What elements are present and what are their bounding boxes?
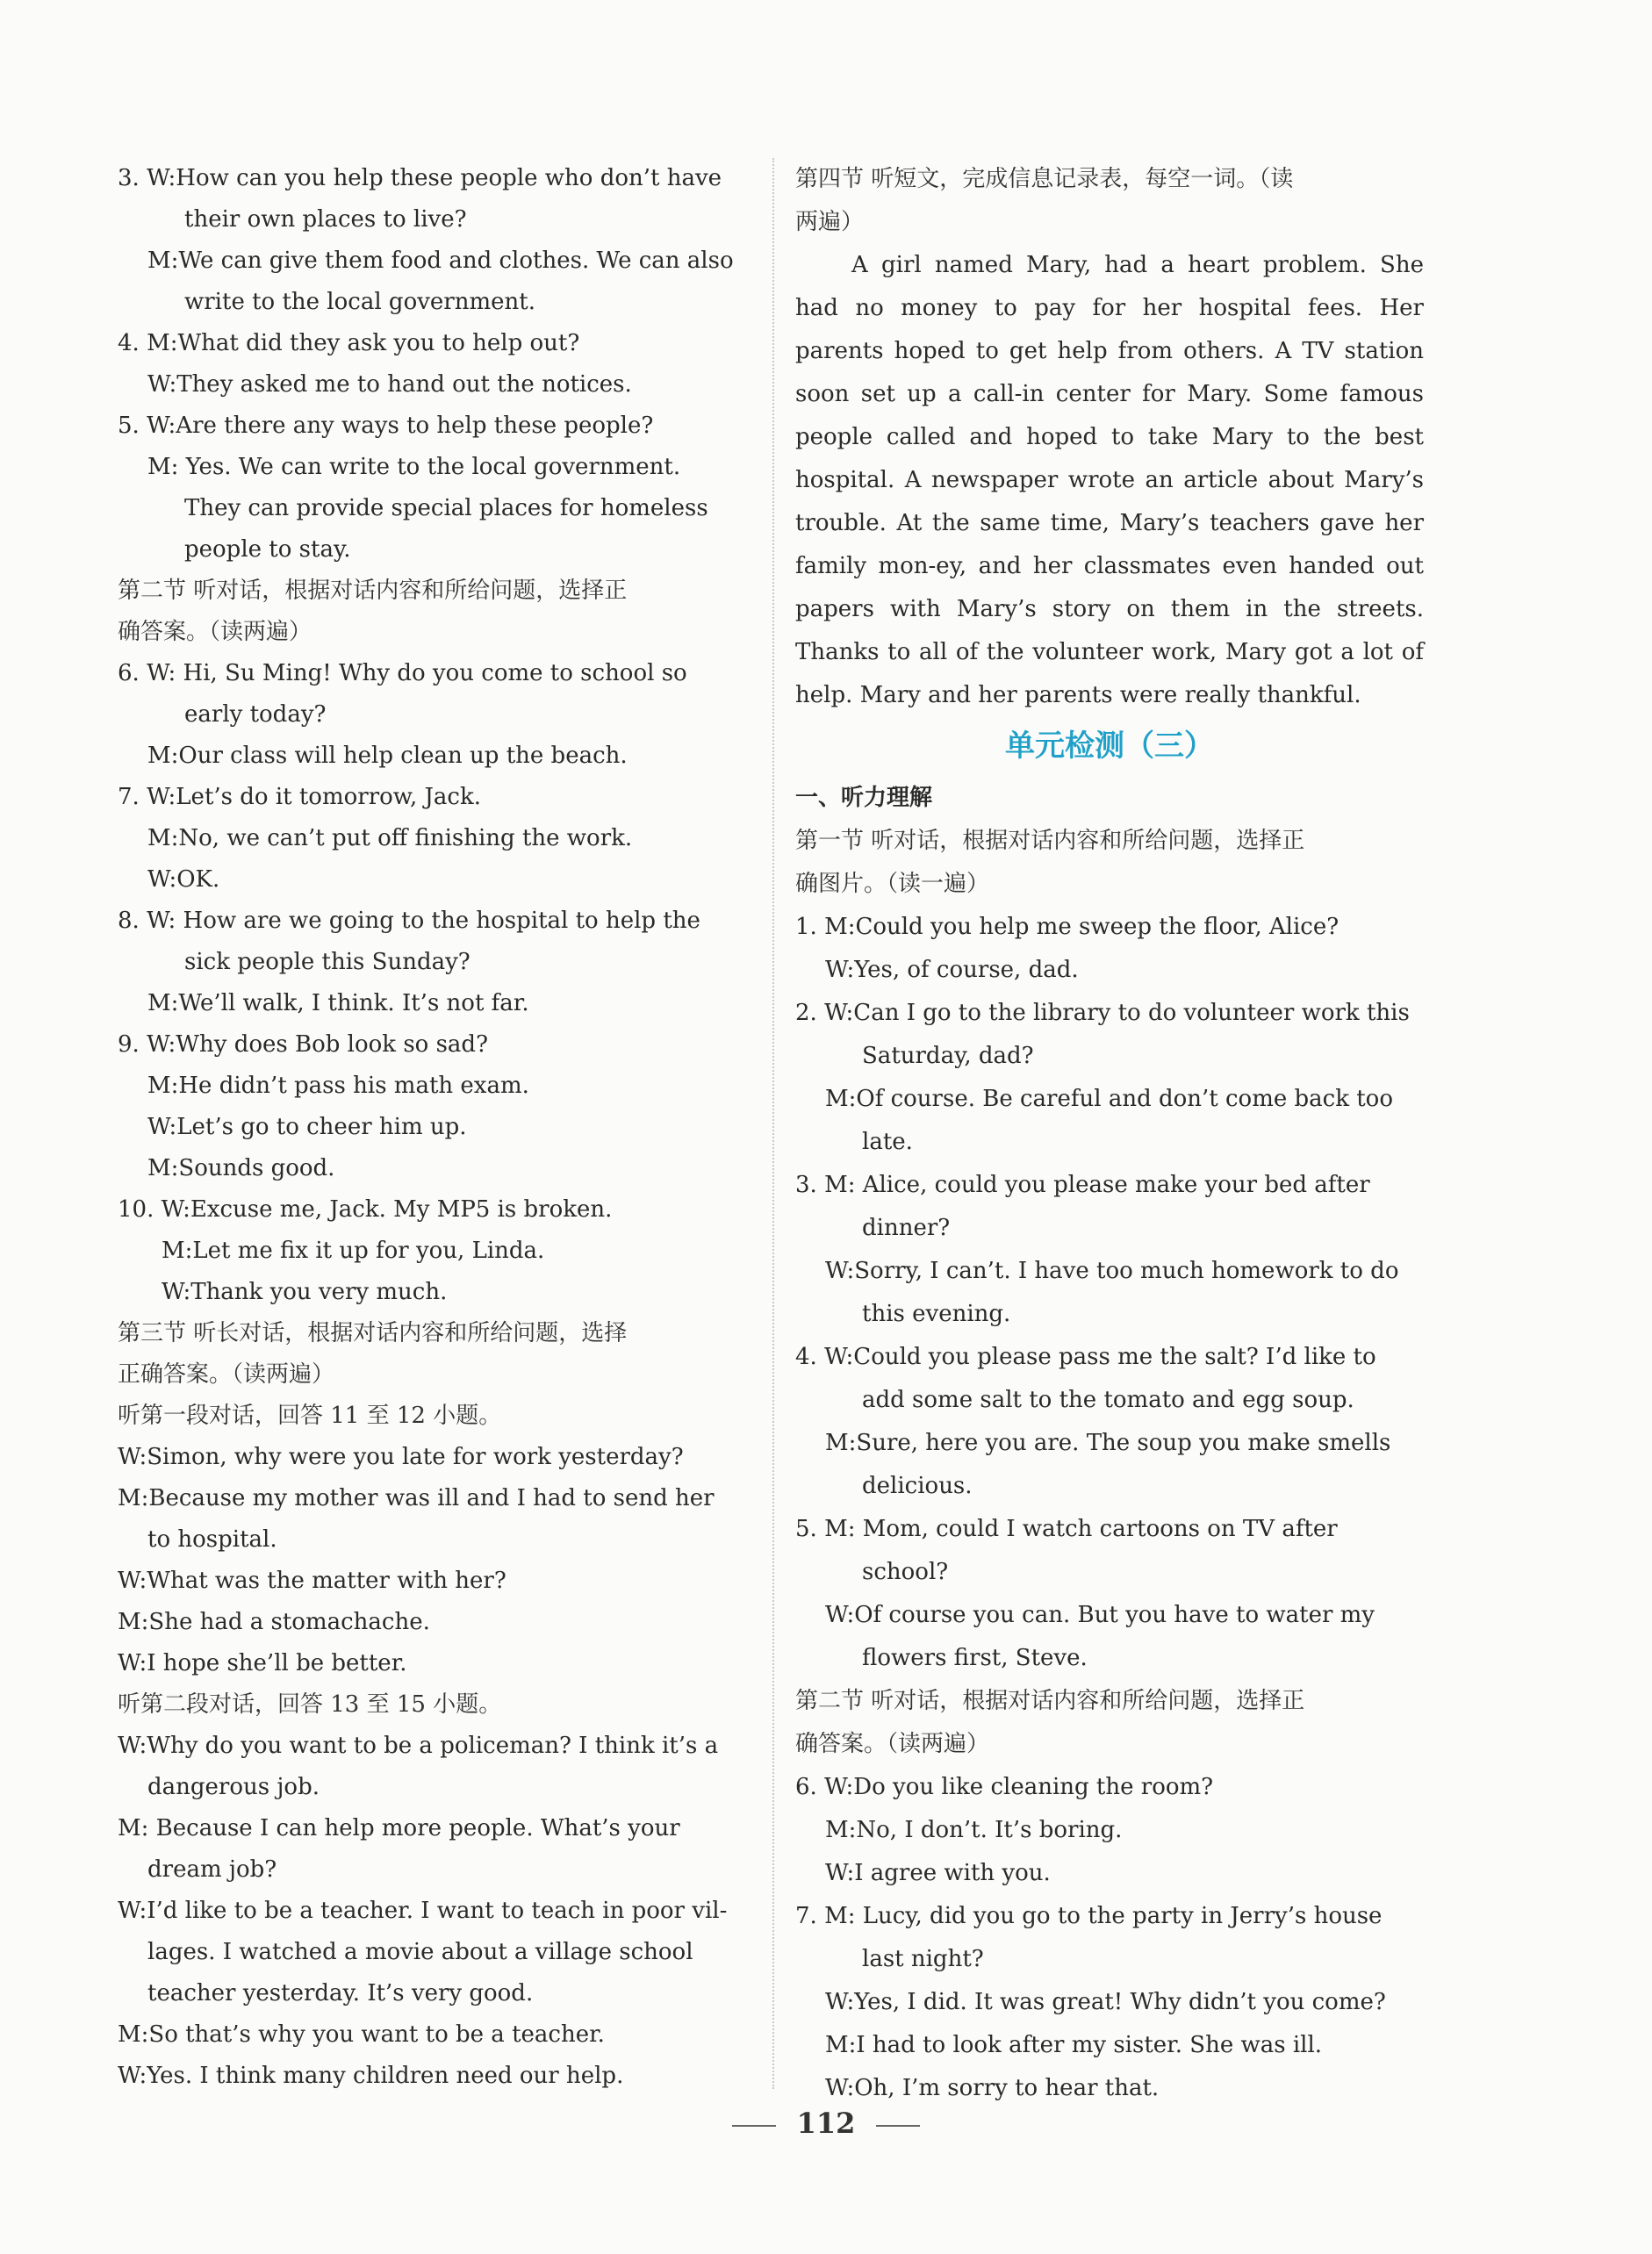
dialogue-line: M:We can give them food and clothes. We can also — [147, 248, 734, 274]
section-heading: 第四节 听短文，完成信息记录表，每空一词。（读 — [795, 166, 1294, 192]
footer-dash-left — [732, 2125, 776, 2127]
dialogue-line: W:Simon, why were you late for work yesterday? — [118, 1444, 684, 1470]
dialogue-line: W:Yes. I think many children need our help. — [118, 2063, 624, 2089]
dialogue-line: last night? — [862, 1946, 984, 1972]
right-column — [795, 158, 1424, 2110]
dialogue-line: W:Oh, I’m sorry to hear that. — [825, 2075, 1160, 2101]
dialogue-line: this evening. — [862, 1301, 1011, 1327]
dialogue-line: early today? — [184, 701, 327, 728]
dialogue-line: W:They asked me to hand out the notices. — [147, 371, 632, 398]
dialogue-line: W:What was the matter with her? — [118, 1568, 506, 1594]
section-heading: 确图片。（读一遍） — [795, 871, 990, 897]
dialogue-line: W:Let’s go to cheer him up. — [147, 1114, 467, 1140]
dialogue-line: 7. W:Let’s do it tomorrow, Jack. — [118, 784, 481, 810]
dialogue-line: W:Sorry, I can’t. I have too much homework to do — [825, 1258, 1399, 1284]
dialogue-line: 5. M: Mom, could I watch cartoons on TV after — [795, 1516, 1338, 1542]
footer-dash-right — [876, 2125, 920, 2127]
dialogue-line: W:Thank you very much. — [162, 1279, 448, 1305]
dialogue-line: 6. W: Hi, Su Ming! Why do you come to school so — [118, 660, 687, 686]
dialogue-line: late. — [862, 1129, 913, 1155]
dialogue-line: 5. W:Are there any ways to help these people? — [118, 413, 654, 439]
dialogue-line: W:Of course you can. But you have to water my — [825, 1602, 1375, 1628]
dialogue-line: W:Yes, of course, dad. — [825, 957, 1079, 983]
section-heading: 两遍） — [795, 209, 865, 235]
dialogue-line: M:No, we can’t put off finishing the work. — [147, 825, 633, 851]
dialogue-line: lages. I watched a movie about a village school — [147, 1939, 693, 1965]
dialogue-line: 8. W: How are we going to the hospital to help the — [118, 908, 700, 934]
dialogue-line: 7. M: Lucy, did you go to the party in Jerry’s house — [795, 1903, 1383, 1929]
dialogue-line: M:Let me fix it up for you, Linda. — [162, 1238, 545, 1264]
section-heading: 第二节 听对话，根据对话内容和所给问题，选择正 — [118, 578, 628, 604]
dialogue-line: M:He didn’t pass his math exam. — [147, 1073, 529, 1099]
section-heading: 确答案。（读两遍） — [118, 619, 312, 645]
dialogue-line: M:Of course. Be careful and don’t come back too — [825, 1086, 1393, 1112]
dialogue-line: M:I had to look after my sister. She was ill. — [825, 2032, 1323, 2058]
dialogue-line: 3. M: Alice, could you please make your bed after — [795, 1172, 1370, 1198]
dialogue-line: flowers first, Steve. — [862, 1645, 1088, 1671]
dialogue-line: M:Sounds good. — [147, 1155, 335, 1181]
dialogue-line: M:Our class will help clean up the beach. — [147, 743, 628, 769]
dialogue-line: M:Because my mother was ill and I had to send her — [118, 1485, 715, 1511]
dialogue-line: W:Why do you want to be a policeman? I think it’s a — [118, 1733, 719, 1759]
dialogue-line: to hospital. — [147, 1526, 277, 1553]
dialogue-line: 3. W:How can you help these people who don’t have — [118, 165, 722, 191]
dialogue-line: M: Yes. We can write to the local government. — [147, 454, 681, 480]
dialogue-line: 10. W:Excuse me, Jack. My MP5 is broken. — [118, 1196, 613, 1223]
listening-passage — [795, 244, 1424, 717]
dialogue-line: 9. W:Why does Bob look so sad? — [118, 1031, 489, 1058]
section-heading: 确答案。（读两遍） — [795, 1731, 990, 1757]
dialogue-line: school? — [862, 1559, 949, 1585]
dialogue-line: people to stay. — [184, 536, 351, 563]
dialogue-line: dinner? — [862, 1215, 951, 1241]
dialogue-line: M:Sure, here you are. The soup you make smells — [825, 1430, 1391, 1456]
sub-heading: 听第二段对话，回答 13 至 15 小题。 — [118, 1691, 502, 1718]
dialogue-line: W:I hope she’ll be better. — [118, 1650, 407, 1676]
dialogue-line: M:We’ll walk, I think. It’s not far. — [147, 990, 529, 1016]
dialogue-line: dream job? — [147, 1856, 277, 1883]
section-heading: 第一节 听对话，根据对话内容和所给问题，选择正 — [795, 828, 1305, 854]
dialogue-line: their own places to live? — [184, 206, 467, 233]
dialogue-line: 6. W:Do you like cleaning the room? — [795, 1774, 1214, 1800]
left-column — [118, 158, 746, 2097]
dialogue-line: M:She had a stomachache. — [118, 1609, 430, 1635]
section-heading: 正确答案。（读两遍） — [118, 1361, 335, 1388]
dialogue-line: W:OK. — [147, 866, 220, 893]
sub-heading: 听第一段对话，回答 11 至 12 小题。 — [118, 1403, 502, 1429]
dialogue-line: W:I agree with you. — [825, 1860, 1051, 1886]
page-footer — [0, 2107, 1652, 2140]
dialogue-line: write to the local government. — [184, 289, 535, 315]
section-heading: 第三节 听长对话，根据对话内容和所给问题，选择 — [118, 1320, 628, 1346]
page-number: 112 — [796, 2107, 856, 2140]
section-heading: 第二节 听对话，根据对话内容和所给问题，选择正 — [795, 1688, 1305, 1714]
dialogue-line: M: Because I can help more people. What’s your — [118, 1815, 680, 1841]
dialogue-line: W:Yes, I did. It was great! Why didn’t you come? — [825, 1989, 1386, 2015]
dialogue-line: 4. M:What did they ask you to help out? — [118, 330, 580, 356]
dialogue-line: 4. W:Could you please pass me the salt? I’d like to — [795, 1344, 1376, 1370]
dialogue-line: teacher yesterday. It’s very good. — [147, 1980, 534, 2006]
dialogue-line: add some salt to the tomato and egg soup. — [862, 1387, 1354, 1413]
dialogue-line: 1. M:Could you help me sweep the floor, Alice? — [795, 914, 1340, 940]
unit-title: 单元检测（三） — [1005, 729, 1214, 764]
dialogue-line: W:I’d like to be a teacher. I want to teach in poor vil- — [118, 1898, 728, 1924]
dialogue-line: M:No, I don’t. It’s boring. — [825, 1817, 1123, 1843]
passage-text: A girl named Mary, had a heart problem. She had no money to pay for her hospital fees. Her parents hoped to get help from others. A TV station soon set up a call-in center for Mary. Some famous people called and hoped to take Mary to the best hospital. A newspaper wrote an article about Mary’s trouble. At the same time, Mary’s teachers gave her family mon-ey, and her classmates even handed out papers with Mary’s story on them in the streets. Thanks to all of the volunteer work, Mary got a lot of help. Mary and her parents were really thankful. — [795, 252, 1424, 708]
dialogue-line: dangerous job. — [147, 1774, 320, 1800]
dialogue-line: They can provide special places for homeless — [184, 495, 708, 521]
dialogue-line: 2. W:Can I go to the library to do volunteer work this — [795, 1000, 1410, 1026]
dialogue-line: M:So that’s why you want to be a teacher. — [118, 2021, 605, 2048]
column-divider — [772, 158, 774, 2089]
part-title: 一、听力理解 — [795, 785, 933, 811]
dialogue-line: Saturday, dad? — [862, 1043, 1034, 1069]
dialogue-line: sick people this Sunday? — [184, 949, 470, 975]
dialogue-line: delicious. — [862, 1473, 973, 1499]
